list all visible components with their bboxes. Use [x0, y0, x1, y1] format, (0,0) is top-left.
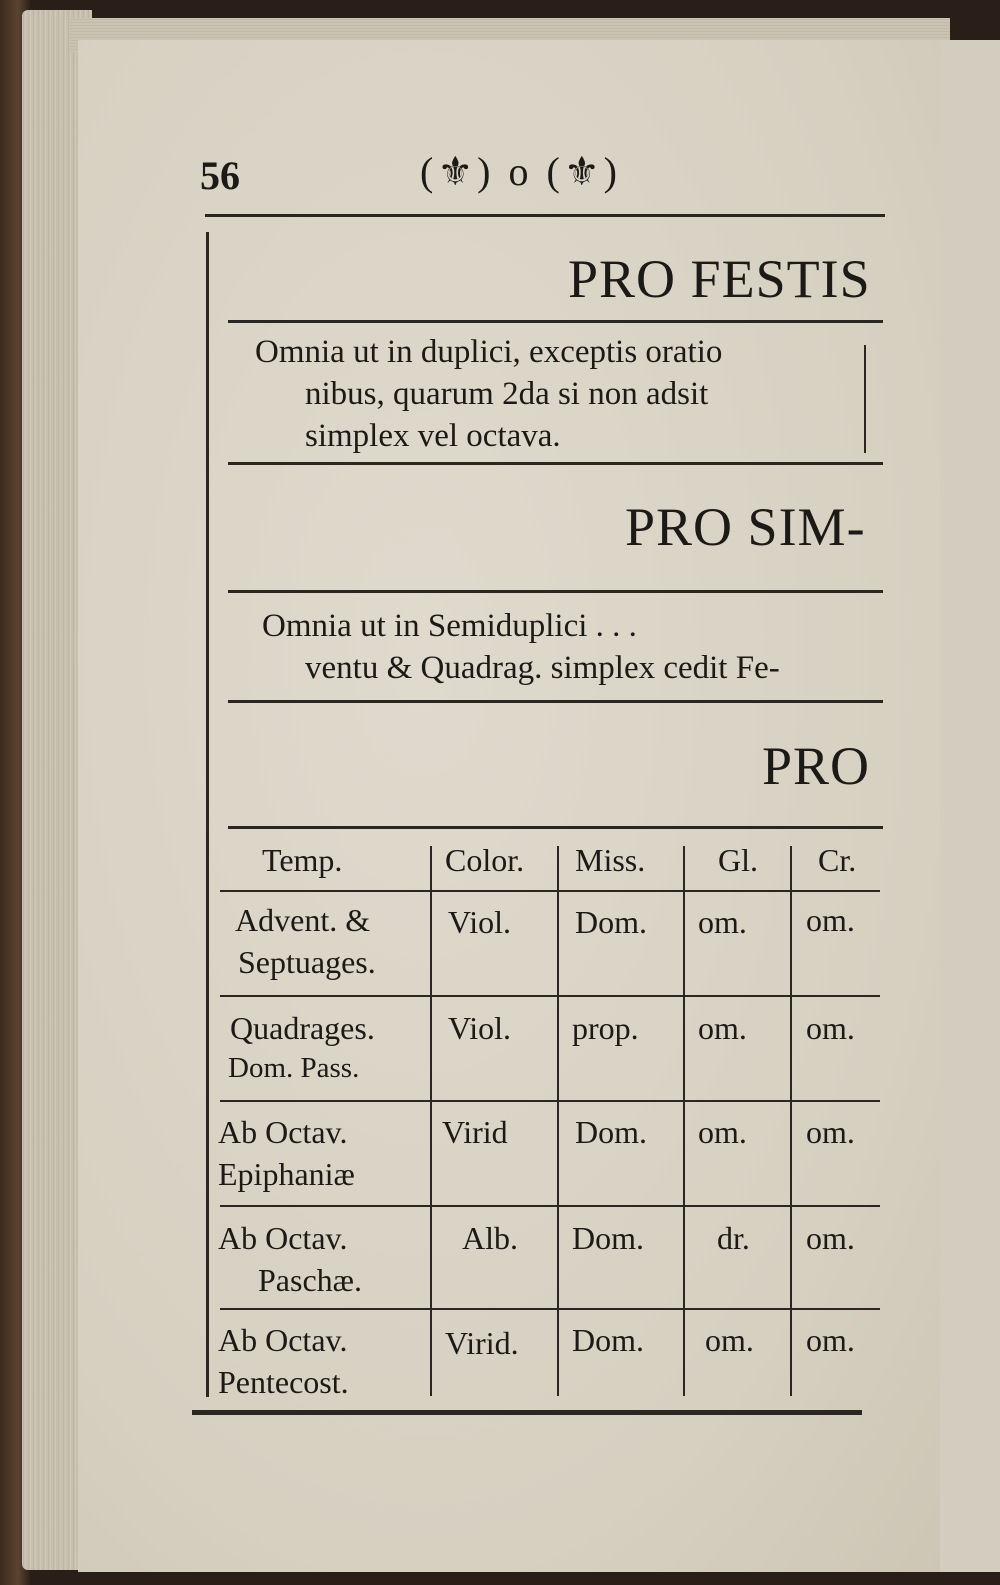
cell-cr: om.: [806, 1322, 855, 1358]
table-row-rule: [220, 995, 880, 997]
column-divider: [790, 846, 792, 1396]
page-number: 56: [200, 153, 240, 198]
cell-cr: om.: [806, 1220, 855, 1256]
table-row-rule: [220, 1308, 880, 1310]
section-rule: [228, 590, 883, 593]
table-header-cr: Cr.: [818, 842, 857, 878]
cell-cr: om.: [806, 902, 855, 938]
section-heading-pro: PRO: [762, 736, 871, 796]
paragraph-line: Omnia ut in Semiduplici . . .: [262, 608, 637, 644]
facing-page-edge: [935, 40, 1000, 1572]
cell-gl: om.: [698, 904, 747, 940]
table-top-rule: [228, 826, 883, 829]
cell-temp: Dom. Pass.: [228, 1052, 360, 1084]
cell-miss: prop.: [572, 1010, 639, 1046]
cell-cr: om.: [806, 1010, 855, 1046]
cell-miss: Dom.: [575, 904, 647, 940]
cell-temp: Paschæ.: [258, 1262, 362, 1298]
cell-miss: Dom.: [572, 1322, 644, 1358]
column-divider: [430, 846, 432, 1396]
table-row-rule: [220, 1100, 880, 1102]
cell-temp: Ab Octav.: [218, 1220, 348, 1256]
header-ornament: (⚜) o (⚜): [420, 149, 621, 194]
table-row-rule: [220, 1205, 880, 1207]
column-divider: [683, 846, 685, 1396]
cell-temp: Septuages.: [238, 944, 376, 980]
paragraph-line: Omnia ut in duplici, exceptis oratio: [255, 334, 723, 370]
table-header-temp: Temp.: [262, 842, 343, 878]
cell-gl: om.: [698, 1114, 747, 1150]
paragraph-bracket: [864, 345, 866, 453]
cell-miss: Dom.: [575, 1114, 647, 1150]
cell-color: Viol.: [448, 904, 511, 940]
cell-gl: dr.: [717, 1220, 750, 1256]
column-divider: [557, 846, 559, 1396]
section-rule: [228, 462, 883, 465]
cell-color: Virid: [442, 1114, 508, 1150]
section-heading-pro-festis: PRO FESTIS: [568, 249, 871, 309]
cell-gl: om.: [705, 1322, 754, 1358]
section-rule: [228, 700, 883, 703]
header-rule: [205, 214, 885, 217]
table-header-miss: Miss.: [575, 842, 646, 878]
cell-temp: Ab Octav.: [218, 1114, 348, 1150]
cell-gl: om.: [698, 1010, 747, 1046]
cell-temp: Epiphaniæ: [218, 1156, 355, 1192]
table-header-gl: Gl.: [718, 842, 758, 878]
cell-color: Alb.: [462, 1220, 518, 1256]
paragraph-line: simplex vel octava.: [305, 418, 561, 454]
section-rule: [228, 320, 883, 323]
cell-miss: Dom.: [572, 1220, 644, 1256]
table-row-rule: [220, 890, 880, 892]
section-heading-pro-sim: PRO SIM-: [625, 497, 866, 557]
cell-cr: om.: [806, 1114, 855, 1150]
cell-temp: Ab Octav.: [218, 1322, 348, 1358]
cell-color: Viol.: [448, 1010, 511, 1046]
cell-color: Virid.: [445, 1325, 519, 1361]
paragraph-line: nibus, quarum 2da si non adsit: [305, 376, 709, 412]
table-header-color: Color.: [445, 842, 525, 878]
table-bottom-rule: [192, 1410, 862, 1415]
left-margin-rule: [206, 232, 209, 1397]
cell-temp: Advent. &: [235, 902, 371, 938]
cell-temp: Pentecost.: [218, 1364, 349, 1400]
cell-temp: Quadrages.: [230, 1010, 375, 1046]
paragraph-line: ventu & Quadrag. simplex cedit Fe-: [305, 650, 780, 686]
